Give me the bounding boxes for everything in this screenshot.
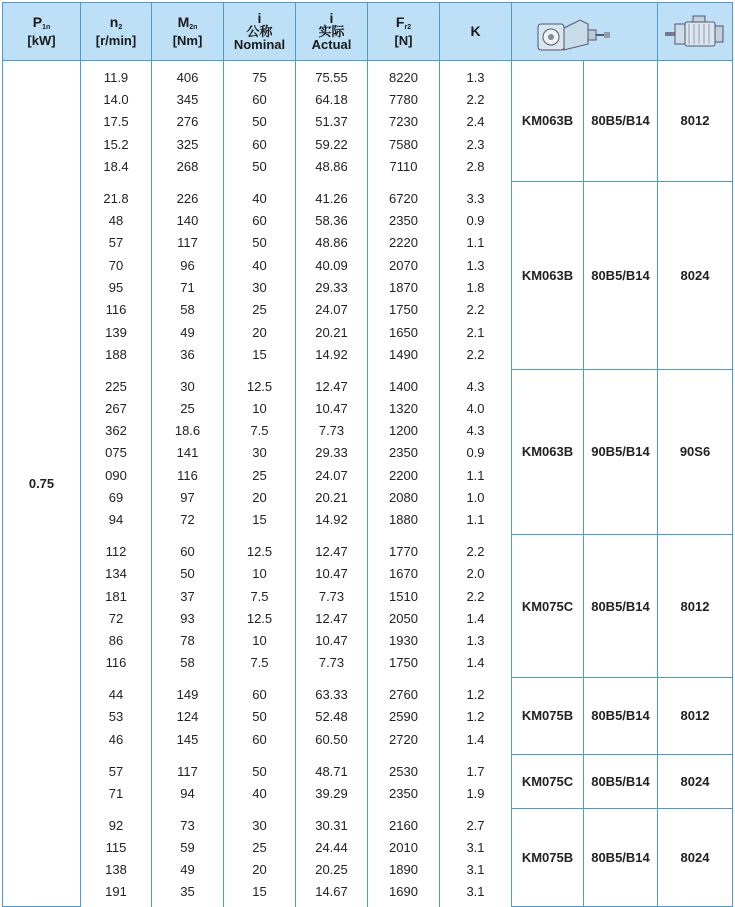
cell-m2: 78 (152, 630, 224, 652)
cell-i-nominal: 10 (224, 397, 296, 419)
cell-fr2: 2200 (368, 464, 440, 486)
cell-m2: 117 (152, 754, 224, 782)
cell-i-actual: 59.22 (296, 133, 368, 155)
cell-i-actual: 12.47 (296, 607, 368, 629)
cell-fr2: 2760 (368, 678, 440, 706)
cell-i-actual: 24.07 (296, 299, 368, 321)
cell-fr2: 6720 (368, 181, 440, 209)
cell-n2: 138 (81, 858, 152, 880)
cell-n2: 15.2 (81, 133, 152, 155)
cell-i-nominal: 30 (224, 276, 296, 298)
cell-fr2: 2350 (368, 442, 440, 464)
cell-m2: 94 (152, 782, 224, 808)
cell-i-actual: 20.21 (296, 321, 368, 343)
cell-fr2: 1750 (368, 652, 440, 678)
cell-k: 3.1 (440, 858, 512, 880)
motor-cell: 90S6 (658, 369, 733, 534)
cell-m2: 149 (152, 678, 224, 706)
cell-i-nominal: 50 (224, 155, 296, 181)
cell-i-actual: 64.18 (296, 89, 368, 111)
cell-i-nominal: 10 (224, 563, 296, 585)
cell-n2: 57 (81, 232, 152, 254)
cell-i-actual: 63.33 (296, 678, 368, 706)
cell-i-nominal: 7.5 (224, 585, 296, 607)
cell-i-actual: 14.92 (296, 509, 368, 535)
cell-n2: 181 (81, 585, 152, 607)
cell-n2: 362 (81, 419, 152, 441)
model-cell: KM063B (512, 369, 584, 534)
col-i-nominal: i 公称 Nominal (224, 3, 296, 61)
cell-i-nominal: 60 (224, 209, 296, 231)
cell-n2: 191 (81, 881, 152, 907)
cell-fr2: 7780 (368, 89, 440, 111)
cell-i-actual: 30.31 (296, 808, 368, 836)
cell-n2: 115 (81, 836, 152, 858)
cell-m2: 35 (152, 881, 224, 907)
cell-n2: 116 (81, 299, 152, 321)
cell-i-nominal: 30 (224, 442, 296, 464)
power-cell: 0.75 (3, 61, 81, 907)
worm-gearbox-icon (512, 3, 658, 61)
cell-i-nominal: 25 (224, 299, 296, 321)
cell-m2: 140 (152, 209, 224, 231)
cell-n2: 57 (81, 754, 152, 782)
cell-i-nominal: 50 (224, 754, 296, 782)
cell-i-actual: 39.29 (296, 782, 368, 808)
col-m2: $M_{2n}$ [Nm] (152, 3, 224, 61)
cell-m2: 325 (152, 133, 224, 155)
model-cell: KM075C (512, 754, 584, 808)
cell-n2: 112 (81, 535, 152, 563)
cell-m2: 59 (152, 836, 224, 858)
cell-fr2: 2720 (368, 728, 440, 754)
cell-i-nominal: 50 (224, 111, 296, 133)
col-n2: $n_2$ [r/min] (81, 3, 152, 61)
cell-m2: 268 (152, 155, 224, 181)
cell-m2: 145 (152, 728, 224, 754)
cell-i-actual: 51.37 (296, 111, 368, 133)
cell-fr2: 2080 (368, 486, 440, 508)
cell-i-nominal: 12.5 (224, 607, 296, 629)
motor-cell: 8012 (658, 535, 733, 678)
cell-fr2: 1880 (368, 509, 440, 535)
cell-k: 4.0 (440, 397, 512, 419)
cell-i-actual: 52.48 (296, 706, 368, 728)
table-row (3, 61, 733, 89)
cell-fr2: 2160 (368, 808, 440, 836)
flange-cell: 80B5/B14 (584, 535, 658, 678)
cell-i-actual: 7.73 (296, 419, 368, 441)
cell-i-actual: 12.47 (296, 369, 368, 397)
cell-m2: 37 (152, 585, 224, 607)
col-i-actual: i 实际 Actual (296, 3, 368, 61)
cell-i-actual: 29.33 (296, 276, 368, 298)
cell-k: 2.2 (440, 89, 512, 111)
flange-cell: 80B5/B14 (584, 754, 658, 808)
motor-cell: 8024 (658, 754, 733, 808)
cell-n2: 116 (81, 652, 152, 678)
cell-m2: 25 (152, 397, 224, 419)
motor-cell: 8012 (658, 678, 733, 754)
cell-fr2: 2070 (368, 254, 440, 276)
cell-n2: 075 (81, 442, 152, 464)
cell-m2: 226 (152, 181, 224, 209)
cell-i-actual: 10.47 (296, 630, 368, 652)
cell-i-actual: 20.25 (296, 858, 368, 880)
cell-m2: 406 (152, 61, 224, 89)
cell-k: 3.1 (440, 836, 512, 858)
cell-fr2: 2220 (368, 232, 440, 254)
cell-fr2: 2010 (368, 836, 440, 858)
cell-i-nominal: 10 (224, 630, 296, 652)
flange-cell: 80B5/B14 (584, 181, 658, 369)
model-cell: KM063B (512, 181, 584, 369)
cell-i-nominal: 75 (224, 61, 296, 89)
cell-k: 3.3 (440, 181, 512, 209)
table-body (3, 61, 733, 907)
cell-k: 1.3 (440, 254, 512, 276)
cell-i-nominal: 50 (224, 232, 296, 254)
cell-k: 0.9 (440, 209, 512, 231)
motor-cell: 8024 (658, 808, 733, 907)
cell-i-nominal: 60 (224, 678, 296, 706)
cell-i-nominal: 40 (224, 181, 296, 209)
cell-n2: 14.0 (81, 89, 152, 111)
cell-i-nominal: 15 (224, 343, 296, 369)
cell-k: 1.4 (440, 728, 512, 754)
cell-n2: 53 (81, 706, 152, 728)
cell-i-actual: 20.21 (296, 486, 368, 508)
cell-k: 2.1 (440, 321, 512, 343)
cell-m2: 71 (152, 276, 224, 298)
cell-i-actual: 24.07 (296, 464, 368, 486)
cell-fr2: 1400 (368, 369, 440, 397)
cell-i-actual: 60.50 (296, 728, 368, 754)
cell-k: 2.2 (440, 585, 512, 607)
flange-cell: 80B5/B14 (584, 808, 658, 907)
cell-m2: 49 (152, 321, 224, 343)
cell-k: 2.3 (440, 133, 512, 155)
cell-fr2: 7230 (368, 111, 440, 133)
cell-i-nominal: 15 (224, 509, 296, 535)
cell-fr2: 7580 (368, 133, 440, 155)
cell-i-actual: 10.47 (296, 397, 368, 419)
cell-n2: 70 (81, 254, 152, 276)
cell-n2: 92 (81, 808, 152, 836)
cell-k: 2.4 (440, 111, 512, 133)
cell-m2: 58 (152, 299, 224, 321)
cell-m2: 93 (152, 607, 224, 629)
cell-m2: 49 (152, 858, 224, 880)
cell-m2: 345 (152, 89, 224, 111)
cell-n2: 48 (81, 209, 152, 231)
cell-n2: 18.4 (81, 155, 152, 181)
cell-k: 2.2 (440, 535, 512, 563)
col-fr2: $F_{r2}$ [N] (368, 3, 440, 61)
cell-i-actual: 48.86 (296, 232, 368, 254)
cell-n2: 188 (81, 343, 152, 369)
cell-fr2: 1770 (368, 535, 440, 563)
cell-m2: 116 (152, 464, 224, 486)
cell-i-nominal: 60 (224, 728, 296, 754)
cell-k: 1.4 (440, 652, 512, 678)
cell-fr2: 2590 (368, 706, 440, 728)
cell-k: 1.3 (440, 630, 512, 652)
cell-n2: 69 (81, 486, 152, 508)
cell-fr2: 1320 (368, 397, 440, 419)
cell-i-actual: 7.73 (296, 585, 368, 607)
cell-n2: 267 (81, 397, 152, 419)
cell-m2: 50 (152, 563, 224, 585)
model-cell: KM075C (512, 535, 584, 678)
cell-i-nominal: 12.5 (224, 535, 296, 563)
cell-m2: 58 (152, 652, 224, 678)
cell-i-actual: 29.33 (296, 442, 368, 464)
cell-m2: 18.6 (152, 419, 224, 441)
table-row (3, 808, 733, 836)
cell-i-nominal: 40 (224, 782, 296, 808)
cell-n2: 94 (81, 509, 152, 535)
cell-m2: 73 (152, 808, 224, 836)
cell-fr2: 1510 (368, 585, 440, 607)
cell-i-actual: 10.47 (296, 563, 368, 585)
cell-i-nominal: 60 (224, 89, 296, 111)
cell-m2: 36 (152, 343, 224, 369)
cell-fr2: 1650 (368, 321, 440, 343)
cell-fr2: 2050 (368, 607, 440, 629)
table-row (3, 181, 733, 209)
cell-i-nominal: 7.5 (224, 419, 296, 441)
cell-i-nominal: 40 (224, 254, 296, 276)
cell-n2: 95 (81, 276, 152, 298)
cell-i-actual: 48.71 (296, 754, 368, 782)
cell-n2: 46 (81, 728, 152, 754)
cell-i-nominal: 20 (224, 858, 296, 880)
cell-i-actual: 14.67 (296, 881, 368, 907)
col-p1: $P_{1n}$ [kW] (3, 3, 81, 61)
cell-i-nominal: 20 (224, 486, 296, 508)
cell-i-actual: 40.09 (296, 254, 368, 276)
cell-k: 1.2 (440, 706, 512, 728)
model-cell: KM075B (512, 808, 584, 907)
cell-fr2: 1200 (368, 419, 440, 441)
cell-m2: 141 (152, 442, 224, 464)
cell-k: 1.8 (440, 276, 512, 298)
cell-fr2: 1490 (368, 343, 440, 369)
table-row (3, 678, 733, 706)
cell-n2: 134 (81, 563, 152, 585)
cell-k: 2.8 (440, 155, 512, 181)
flange-cell: 80B5/B14 (584, 678, 658, 754)
cell-m2: 124 (152, 706, 224, 728)
cell-i-actual: 41.26 (296, 181, 368, 209)
motor-cell: 8012 (658, 61, 733, 182)
cell-n2: 44 (81, 678, 152, 706)
model-cell: KM075B (512, 678, 584, 754)
table-row (3, 535, 733, 563)
cell-n2: 11.9 (81, 61, 152, 89)
cell-k: 4.3 (440, 419, 512, 441)
cell-n2: 72 (81, 607, 152, 629)
cell-fr2: 7110 (368, 155, 440, 181)
cell-i-actual: 14.92 (296, 343, 368, 369)
cell-k: 0.9 (440, 442, 512, 464)
cell-fr2: 1670 (368, 563, 440, 585)
cell-fr2: 1870 (368, 276, 440, 298)
cell-k: 3.1 (440, 881, 512, 907)
cell-fr2: 2530 (368, 754, 440, 782)
cell-i-nominal: 50 (224, 706, 296, 728)
cell-i-nominal: 15 (224, 881, 296, 907)
col-k: K (440, 3, 512, 61)
table-row (3, 754, 733, 782)
cell-fr2: 1890 (368, 858, 440, 880)
cell-i-actual: 58.36 (296, 209, 368, 231)
cell-m2: 276 (152, 111, 224, 133)
cell-n2: 225 (81, 369, 152, 397)
cell-k: 1.7 (440, 754, 512, 782)
cell-i-nominal: 25 (224, 464, 296, 486)
flange-cell: 80B5/B14 (584, 61, 658, 182)
cell-i-actual: 75.55 (296, 61, 368, 89)
cell-fr2: 8220 (368, 61, 440, 89)
cell-fr2: 2350 (368, 209, 440, 231)
cell-k: 1.2 (440, 678, 512, 706)
cell-n2: 86 (81, 630, 152, 652)
cell-i-nominal: 60 (224, 133, 296, 155)
cell-fr2: 1690 (368, 881, 440, 907)
cell-i-nominal: 7.5 (224, 652, 296, 678)
cell-i-nominal: 30 (224, 808, 296, 836)
cell-fr2: 2350 (368, 782, 440, 808)
motor-cell: 8024 (658, 181, 733, 369)
flange-cell: 90B5/B14 (584, 369, 658, 534)
cell-k: 1.0 (440, 486, 512, 508)
cell-n2: 17.5 (81, 111, 152, 133)
cell-i-nominal: 25 (224, 836, 296, 858)
table-row (3, 369, 733, 397)
model-cell: KM063B (512, 61, 584, 182)
cell-m2: 60 (152, 535, 224, 563)
cell-k: 2.7 (440, 808, 512, 836)
cell-k: 2.0 (440, 563, 512, 585)
cell-fr2: 1750 (368, 299, 440, 321)
cell-n2: 090 (81, 464, 152, 486)
cell-m2: 97 (152, 486, 224, 508)
electric-motor-icon (658, 3, 733, 61)
cell-k: 2.2 (440, 343, 512, 369)
cell-i-actual: 7.73 (296, 652, 368, 678)
cell-m2: 30 (152, 369, 224, 397)
cell-n2: 139 (81, 321, 152, 343)
cell-m2: 96 (152, 254, 224, 276)
header-row (3, 3, 733, 61)
cell-i-actual: 12.47 (296, 535, 368, 563)
cell-k: 1.3 (440, 61, 512, 89)
performance-table (2, 2, 733, 907)
cell-n2: 71 (81, 782, 152, 808)
cell-m2: 117 (152, 232, 224, 254)
cell-i-actual: 48.86 (296, 155, 368, 181)
cell-i-nominal: 20 (224, 321, 296, 343)
cell-k: 1.4 (440, 607, 512, 629)
cell-k: 1.1 (440, 464, 512, 486)
cell-i-actual: 24.44 (296, 836, 368, 858)
cell-k: 1.1 (440, 509, 512, 535)
cell-k: 1.1 (440, 232, 512, 254)
cell-fr2: 1930 (368, 630, 440, 652)
cell-m2: 72 (152, 509, 224, 535)
cell-k: 2.2 (440, 299, 512, 321)
cell-i-nominal: 12.5 (224, 369, 296, 397)
cell-k: 4.3 (440, 369, 512, 397)
cell-k: 1.9 (440, 782, 512, 808)
cell-n2: 21.8 (81, 181, 152, 209)
